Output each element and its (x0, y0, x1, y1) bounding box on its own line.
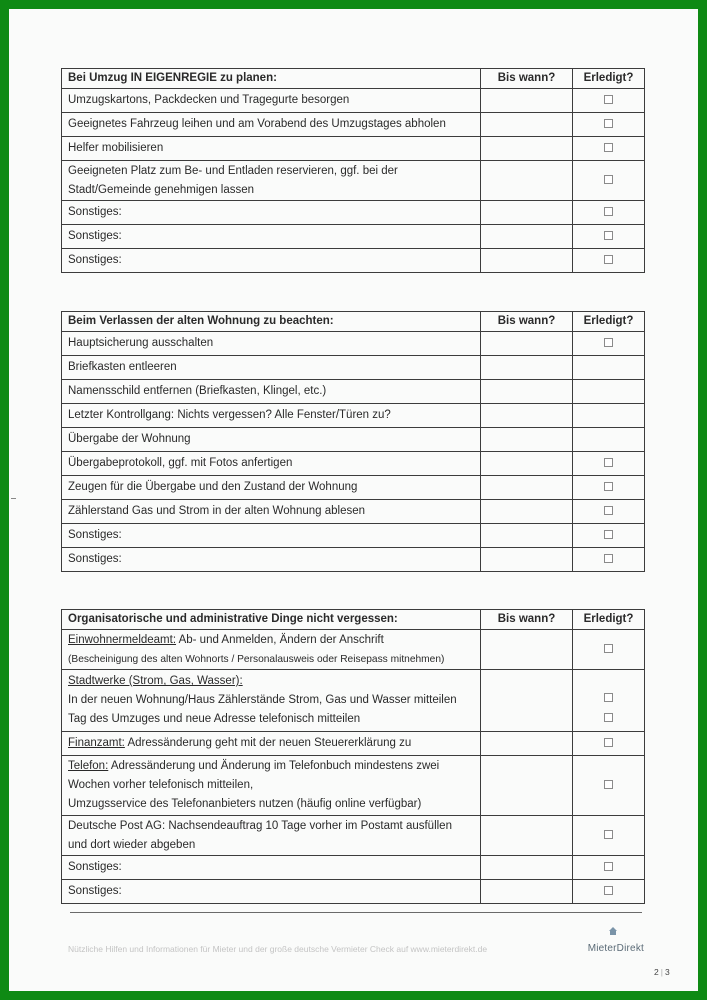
column-header-done: Erledigt? (573, 610, 645, 630)
done-cell (573, 137, 645, 161)
task-label: Letzter Kontrollgang: Nichts vergessen? Alle Fenster/Türen zu? (62, 404, 481, 428)
empty-checkbox-icon[interactable] (604, 780, 613, 789)
footer-note: Nützliche Hilfen und Informationen für Mieter und der große deutsche Vermieter Check auf www.mieterdirekt.de (68, 944, 488, 954)
task-label: Namensschild entfernen (Briefkasten, Klingel, etc.) (62, 380, 481, 404)
table-row (62, 225, 645, 249)
empty-checkbox-icon[interactable] (604, 713, 613, 722)
table-row (62, 856, 645, 880)
table-row (62, 756, 645, 816)
empty-checkbox-icon[interactable] (604, 644, 613, 653)
done-cell[interactable] (573, 428, 645, 452)
task-label: Briefkasten entleeren (62, 356, 481, 380)
task-text: Ab- und Anmelden, Ändern der Anschrift (176, 633, 384, 646)
when-cell[interactable] (481, 856, 573, 880)
task-label: Hauptsicherung ausschalten (62, 332, 481, 356)
empty-checkbox-icon[interactable] (604, 119, 613, 128)
when-cell[interactable] (481, 161, 573, 201)
table-row (62, 137, 645, 161)
table-row (62, 816, 645, 856)
table-row (62, 630, 645, 670)
table-row (62, 113, 645, 137)
when-cell[interactable] (481, 332, 573, 356)
task-label: Übergabe der Wohnung (62, 428, 481, 452)
done-cell (573, 548, 645, 572)
task-line: und dort wieder abgeben (68, 838, 196, 851)
column-header-when: Bis wann? (481, 69, 573, 89)
task-label: Geeignetes Fahrzeug leihen und am Vorabend des Umzugstages abholen (62, 113, 481, 137)
logo-text: MieterDirekt (587, 943, 644, 954)
when-cell[interactable] (481, 404, 573, 428)
task-text: Adressänderung und Änderung im Telefonbuch mindestens zwei (108, 760, 440, 772)
done-cell (573, 452, 645, 476)
done-cell (573, 113, 645, 137)
table-row (62, 500, 645, 524)
table-row (62, 452, 645, 476)
done-cell (573, 524, 645, 548)
task-label: Sonstiges: (62, 880, 481, 904)
task-label (62, 732, 481, 756)
task-label: Sonstiges: (62, 225, 481, 249)
checklist-table-administrative (61, 609, 645, 904)
task-heading: Finanzamt: (68, 737, 125, 749)
empty-checkbox-icon[interactable] (604, 143, 613, 152)
task-line (68, 631, 474, 650)
when-cell[interactable] (481, 89, 573, 113)
when-cell[interactable] (481, 630, 573, 670)
task-label: Übergabeprotokoll, ggf. mit Fotos anfertigen (62, 452, 481, 476)
done-cell (573, 856, 645, 880)
when-cell[interactable] (481, 225, 573, 249)
empty-checkbox-icon[interactable] (604, 530, 613, 539)
when-cell[interactable] (481, 476, 573, 500)
page-current: 2 (654, 967, 659, 977)
empty-checkbox-icon[interactable] (604, 231, 613, 240)
empty-checkbox-icon[interactable] (604, 482, 613, 491)
task-heading: Einwohnermeldeamt: (68, 633, 177, 646)
done-cell (573, 249, 645, 273)
task-label: Sonstiges: (62, 856, 481, 880)
table-header-title: Organisatorische und administrative Dinge nicht vergessen: (62, 610, 481, 630)
done-cell (573, 201, 645, 225)
table-header-row (62, 69, 645, 89)
when-cell[interactable] (481, 113, 573, 137)
table-row (62, 670, 645, 732)
when-cell[interactable] (481, 524, 573, 548)
task-label: Helfer mobilisieren (62, 137, 481, 161)
done-cell (573, 756, 645, 816)
house-icon (608, 926, 618, 936)
when-cell[interactable] (481, 816, 573, 856)
task-line: Wochen vorher telefonisch mitteilen, (68, 779, 254, 791)
table-row (62, 548, 645, 572)
table-header-title: Bei Umzug IN EIGENREGIE zu planen: (62, 69, 481, 89)
table-row (62, 880, 645, 904)
table-header-title: Beim Verlassen der alten Wohnung zu beachten: (62, 312, 481, 332)
empty-checkbox-icon[interactable] (604, 255, 613, 264)
task-line: Tag des Umzuges und neue Adresse telefonisch mitteilen (68, 713, 361, 725)
when-cell[interactable] (481, 380, 573, 404)
task-label (62, 816, 481, 856)
done-cell (573, 732, 645, 756)
table-row (62, 89, 645, 113)
done-cell (573, 161, 645, 201)
table-row (62, 201, 645, 225)
when-cell[interactable] (481, 732, 573, 756)
task-label: Sonstiges: (62, 249, 481, 273)
page-total: 3 (664, 967, 670, 977)
empty-checkbox-icon[interactable] (604, 862, 613, 871)
table-row (62, 249, 645, 273)
when-cell[interactable] (481, 500, 573, 524)
task-label: Zeugen für die Übergabe und den Zustand der Wohnung (62, 476, 481, 500)
checklist-table-self-move (61, 68, 645, 273)
task-heading: Stadtwerke (Strom, Gas, Wasser): (68, 675, 243, 687)
footer-divider (70, 912, 642, 913)
empty-checkbox-icon[interactable] (604, 338, 613, 347)
when-cell[interactable] (481, 548, 573, 572)
task-label (62, 756, 481, 816)
when-cell[interactable] (481, 880, 573, 904)
column-header-done: Erledigt? (573, 69, 645, 89)
task-note: (Bescheinigung des alten Wohnorts / Personalausweis oder Reisepass mitnehmen) (68, 653, 445, 665)
done-cell (573, 89, 645, 113)
table-row (62, 524, 645, 548)
empty-checkbox-icon[interactable] (604, 738, 613, 747)
margin-mark (11, 498, 16, 499)
page-separator: | (660, 967, 663, 977)
task-heading: Telefon: (68, 760, 109, 772)
task-label: Zählerstand Gas und Strom in der alten Wohnung ablesen (62, 500, 481, 524)
done-cell (573, 476, 645, 500)
table-row (62, 161, 645, 201)
done-cell (573, 670, 645, 732)
empty-checkbox-icon[interactable] (604, 554, 613, 563)
when-cell[interactable] (481, 428, 573, 452)
table-row (62, 428, 645, 452)
empty-checkbox-icon[interactable] (604, 886, 613, 895)
when-cell[interactable] (481, 249, 573, 273)
task-text: Adressänderung geht mit der neuen Steuererklärung zu (124, 737, 412, 749)
when-cell[interactable] (481, 670, 573, 732)
task-label (62, 630, 481, 670)
done-cell (573, 225, 645, 249)
brand-logo (584, 926, 644, 956)
task-line: Geeigneten Platz zum Be- und Entladen reservieren, ggf. bei der (68, 164, 398, 177)
done-cell[interactable] (573, 380, 645, 404)
empty-checkbox-icon[interactable] (604, 95, 613, 104)
done-cell (573, 332, 645, 356)
empty-checkbox-icon[interactable] (604, 830, 613, 839)
task-label: Umzugskartons, Packdecken und Tragegurte besorgen (62, 89, 481, 113)
done-cell (573, 500, 645, 524)
task-line: In der neuen Wohnung/Haus Zählerstände Strom, Gas und Wasser mitteilen (68, 694, 457, 706)
done-cell (573, 880, 645, 904)
table-row (62, 356, 645, 380)
empty-checkbox-icon[interactable] (604, 506, 613, 515)
when-cell[interactable] (481, 137, 573, 161)
column-header-done: Erledigt? (573, 312, 645, 332)
table-header-row (62, 312, 645, 332)
page-number (654, 967, 670, 977)
task-label: Sonstiges: (62, 524, 481, 548)
task-label (62, 161, 481, 201)
done-cell (573, 630, 645, 670)
empty-checkbox-icon[interactable] (604, 458, 613, 467)
when-cell[interactable] (481, 356, 573, 380)
table-row (62, 732, 645, 756)
task-label (62, 670, 481, 732)
table-header-row (62, 610, 645, 630)
done-cell[interactable] (573, 404, 645, 428)
task-line: Stadt/Gemeinde genehmigen lassen (68, 183, 255, 196)
table-row (62, 332, 645, 356)
when-cell[interactable] (481, 756, 573, 816)
column-header-when: Bis wann? (481, 312, 573, 332)
table-row (62, 380, 645, 404)
empty-checkbox-icon[interactable] (604, 175, 613, 184)
done-cell (573, 816, 645, 856)
empty-checkbox-icon[interactable] (604, 207, 613, 216)
column-header-when: Bis wann? (481, 610, 573, 630)
table-row (62, 404, 645, 428)
task-line (68, 757, 474, 776)
task-line: Deutsche Post AG: Nachsendeauftrag 10 Tage vorher im Postamt ausfüllen (68, 819, 452, 832)
table-row (62, 476, 645, 500)
when-cell[interactable] (481, 452, 573, 476)
task-label: Sonstiges: (62, 201, 481, 225)
task-label: Sonstiges: (62, 548, 481, 572)
empty-checkbox-icon[interactable] (604, 693, 613, 702)
checklist-table-old-apartment (61, 311, 645, 572)
task-line: Umzugsservice des Telefonanbieters nutzen (häufig online verfügbar) (68, 798, 422, 810)
when-cell[interactable] (481, 201, 573, 225)
done-cell[interactable] (573, 356, 645, 380)
